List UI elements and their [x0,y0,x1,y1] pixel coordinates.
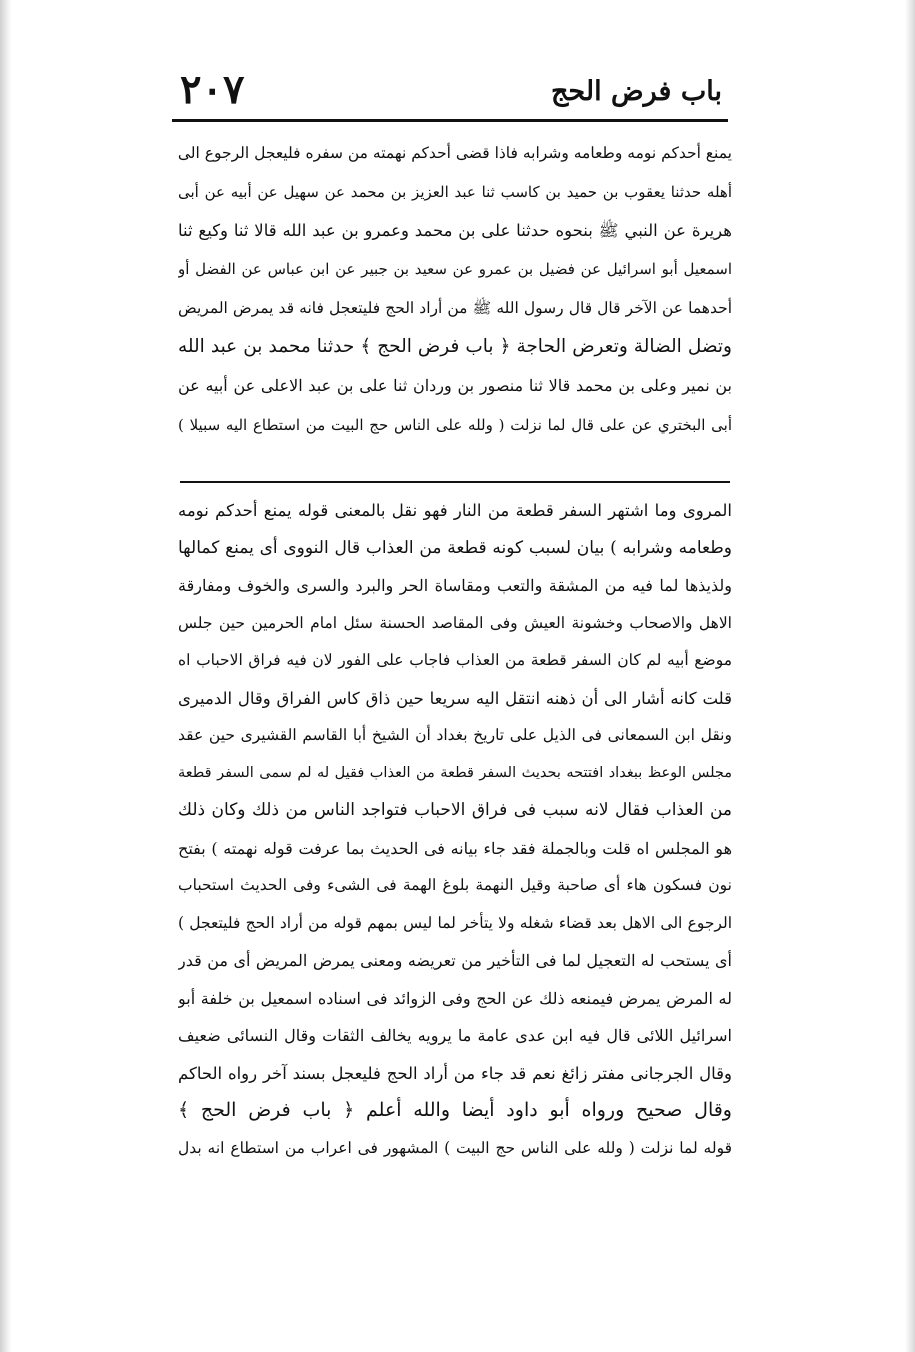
text-line: له المرض يمرض فيمنعه ذلك عن الحج وفى الزوائد فى اسناده اسمعيل بن خلفة أبو [178,988,732,1008]
text-line: الاهل والاصحاب وخشونة العيش وفى المقاصد الحسنة سئل امام الحرمين حين جلس [178,613,732,632]
text-line: بن نمير وعلى بن محمد قالا ثنا منصور بن وردان ثنا على بن عبد الاعلى عن أبيه عن [178,375,732,395]
page-header [170,66,730,122]
text-line: الرجوع الى الاهل بعد قضاء شغله ولا يتأخر لما ليس بمهم قوله من أراد الحج فليتعجل ) [178,913,732,932]
text-line: اسمعيل أبو اسرائيل عن فضيل بن عمرو عن سعيد بن جبير عن ابن عباس عن الفضل أو [178,260,732,279]
text-line: أى يستحب له التعجيل لما فى التأخير من تعريضه ومعنى يمرض المريض أى من قدر [178,951,732,970]
hadith-text [178,134,732,444]
page-edge-left [0,0,12,1352]
text-line: وقال الجرجانى مفتر زائغ نعم قد جاء من أراد الحج فليعجل بسند آخر رواه الحاكم [178,1063,732,1083]
text-line: مجلس الوعظ ببغداد افتتحه بحديث السفر قطعة من العذاب فقيل له لم سمى السفر قطعة [178,764,732,781]
text-line: اسرائيل اللائى قال فيه ابن عدى عامة ما يرويه يخالف الثقات وقال النسائى ضعيف [178,1026,732,1045]
text-line: يمنع أحدكم نومه وطعامه وشرابه فاذا قضى أحدكم نهمته من سفره فليعجل الرجوع الى [178,144,732,162]
page-number: ٢٠٧ [180,66,245,113]
text-line: موضع أبيه لم كان السفر قطعة من العذاب فاجاب على الفور لان فيه فراق الاحباب اه [178,651,732,669]
text-line: وقال صحيح ورواه أبو داود أيضا والله أعلم ﴿ باب فرض الحج ﴾ [178,1099,732,1121]
text-line: وتضل الضالة وتعرض الحاجة ﴿ باب فرض الحج ﴾ حدثنا محمد بن عبد الله [178,335,732,357]
text-line: نون فسكون هاء أى صاحبة وقيل النهمة بلوغ الهمة فى الشىء وفى الحديث استحباب [178,876,732,894]
text-line: قلت كانه أشار الى أن ذهنه انتقل اليه سريعا حين ذاق كاس الفراق وقال الدميرى [178,688,732,708]
text-line: المروى وما اشتهر السفر قطعة من النار فهو نقل بالمعنى قوله يمنع أحدكم نومه [178,501,732,520]
section-divider [180,481,730,483]
text-line: من العذاب فقال لانه سبب فى فراق الاحباب فتواجد الناس من ذلك وكان ذلك [178,800,732,820]
text-line: أهله حدثنا يعقوب بن حميد بن كاسب ثنا عبد العزيز بن محمد عن سهيل عن أبيه عن أبى [178,182,732,201]
page-edge-right [905,0,915,1352]
text-line: هريرة عن النبي ﷺ بنحوه حدثنا على بن محمد وعمرو بن عبد الله قالا ثنا وكيع ثنا [178,220,732,240]
commentary-text [178,492,732,1167]
text-line: ولذيذها لما فيه من المشقة والتعب ومقاساة الحر والبرد والسرى والخوف ومفارقة [178,576,732,595]
text-line: أبى البختري عن على قال لما نزلت ( ولله على الناس حج البيت من استطاع اليه سبيلا ) [178,415,732,434]
text-line: أحدهما عن الآخر قال قال رسول الله ﷺ من أراد الحج فليتعجل فانه قد يمرض المريض [178,299,732,318]
running-title: باب فرض الحج [551,76,722,107]
text-line: هو المجلس اه قلت وبالجملة فقد جاء بيانه فى الحديث بما عرفت قوله نهمته ) بفتح [178,838,732,858]
header-rule [172,119,728,122]
text-line: قوله لما نزلت ( ولله على الناس حج البيت ) المشهور فى اعراب من استطاع انه بدل [178,1138,732,1157]
text-line: وطعامه وشرابه ) بيان لسبب كونه قطعة من العذاب قال النووى أى يمنع كمالها [178,537,732,558]
text-line: ونقل ابن السمعانى فى الذيل على تاريخ بغداد أن الشيخ أبا القاسم القشيرى حين عقد [178,726,732,744]
